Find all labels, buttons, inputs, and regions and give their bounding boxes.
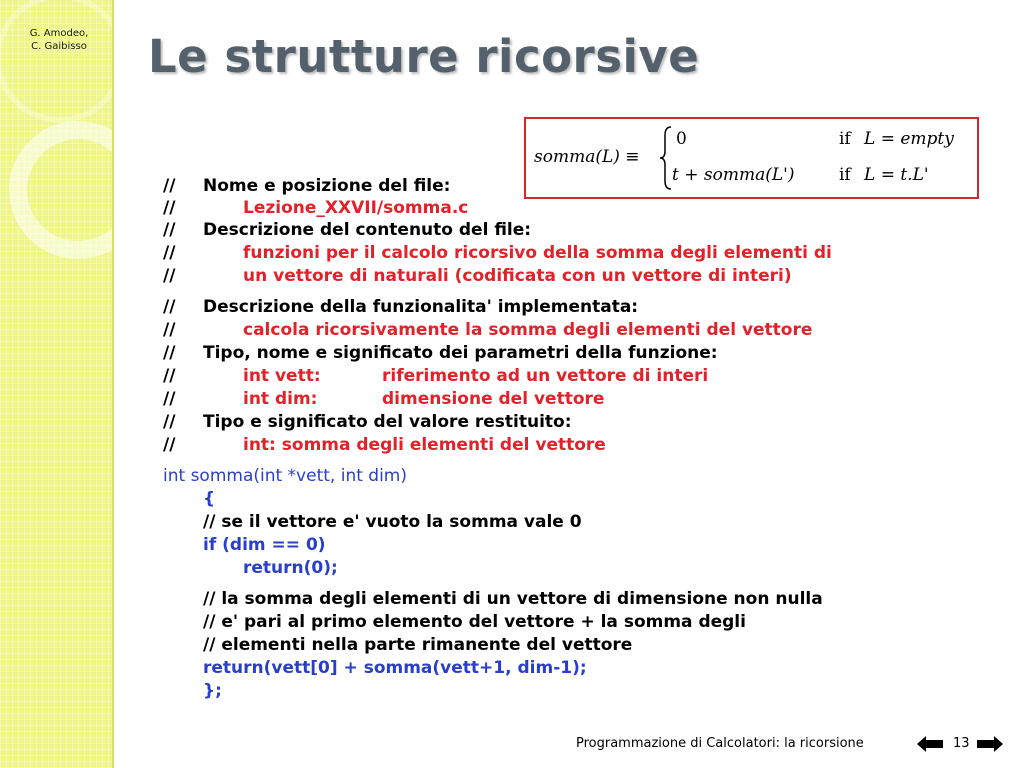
comment-line: [163, 434, 606, 456]
comment-prefix: //: [163, 266, 176, 286]
footer-title: Programmazione di Calcolatori: la ricorsione: [576, 736, 864, 751]
comment-text: Descrizione del contenuto del file:: [203, 220, 532, 240]
formula-case1-cond: L = empty: [864, 129, 954, 149]
formula-lhs: somma(L) ≡: [534, 147, 640, 167]
comment-line: [163, 411, 572, 433]
comment-prefix: //: [163, 220, 176, 240]
comment-prefix: //: [163, 412, 176, 432]
comment-line: [163, 175, 450, 197]
comment-prefix: //: [163, 198, 176, 218]
comment-line: [163, 242, 832, 264]
author-line: G. Amodeo,: [29, 28, 89, 39]
comment-line: [163, 265, 792, 287]
code-line: return(vett[0] + somma(vett+1, dim-1);: [203, 658, 587, 678]
comment-prefix: //: [163, 297, 176, 317]
param-name: int vett:: [243, 366, 321, 386]
comment-text: un vettore di naturali (codificata con un vettore di interi): [243, 266, 792, 286]
arrow-right-icon[interactable]: [975, 735, 1005, 753]
comment-line: [163, 388, 604, 410]
formula-case1-if: if: [839, 129, 851, 149]
comment-text: Lezione_XXVII/somma.c: [243, 198, 469, 218]
comment-prefix: //: [163, 320, 176, 340]
param-description: dimensione del vettore: [382, 389, 605, 409]
authors: [18, 27, 100, 53]
arrow-left-icon[interactable]: [915, 735, 945, 753]
code-line: int somma(int *vett, int dim): [163, 466, 407, 486]
comment-line: [163, 219, 531, 241]
code-line: // se il vettore e' vuoto la somma vale 0: [203, 512, 582, 532]
comment-text: Descrizione della funzionalita' implementata:: [203, 297, 639, 317]
comment-prefix: //: [163, 243, 176, 263]
param-name: int dim:: [243, 389, 318, 409]
formula-case1-value: 0: [676, 129, 687, 149]
slide-title: Le strutture ricorsive: [148, 30, 700, 83]
comment-line: [163, 197, 468, 219]
comment-line: [163, 365, 708, 387]
formula-box: [524, 117, 979, 199]
comment-line: [163, 342, 718, 364]
sidebar-decoration: [0, 0, 112, 768]
comment-text: calcola ricorsivamente la somma degli elementi del vettore: [243, 320, 813, 340]
code-line: {: [203, 489, 216, 509]
formula-case2-value: t + somma(L'): [672, 165, 795, 185]
sidebar-circles-graphic: [0, 0, 112, 768]
comment-line: [163, 296, 638, 318]
comment-text: Tipo e significato del valore restituito:: [203, 412, 572, 432]
comment-prefix: //: [163, 435, 176, 455]
comment-line: [163, 319, 812, 341]
formula-case2-if: if: [839, 165, 851, 185]
code-line: // la somma degli elementi di un vettore di dimensione non nulla: [203, 589, 823, 609]
comment-text: Tipo, nome e significato dei parametri della funzione:: [203, 343, 718, 363]
code-line: // e' pari al primo elemento del vettore + la somma degli: [203, 612, 746, 632]
formula-case2-cond: L = t.L': [864, 165, 929, 185]
comment-text: Nome e posizione del file:: [203, 176, 451, 196]
author-line: C. Gaibisso: [31, 41, 87, 52]
param-description: riferimento ad un vettore di interi: [382, 366, 709, 386]
comment-prefix: //: [163, 366, 176, 386]
code-line: if (dim == 0): [203, 535, 326, 555]
comment-prefix: //: [163, 389, 176, 409]
comment-prefix: //: [163, 343, 176, 363]
comment-prefix: //: [163, 176, 176, 196]
sidebar-edge: [112, 0, 114, 768]
page-number: 13: [953, 736, 970, 751]
comment-text: funzioni per il calcolo ricorsivo della somma degli elementi di: [243, 243, 832, 263]
code-line: // elementi nella parte rimanente del vettore: [203, 635, 633, 655]
code-line: return(0);: [243, 558, 338, 578]
code-line: };: [203, 681, 222, 701]
comment-text: int: somma degli elementi del vettore: [243, 435, 606, 455]
